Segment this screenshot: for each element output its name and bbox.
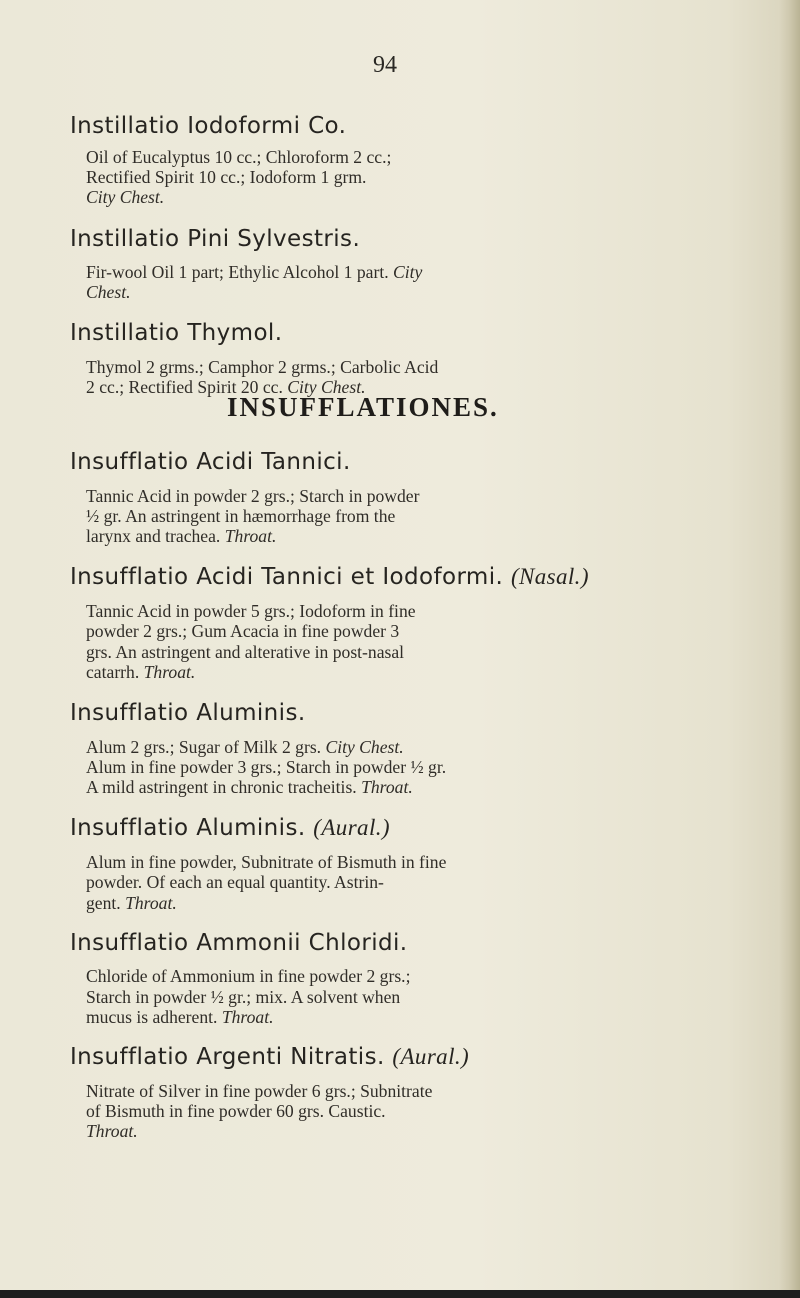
entry-title: Insufflatio Aluminis. bbox=[70, 700, 306, 726]
entry-text-line: 2 cc.; Rectified Spirit 20 cc. City Chest. bbox=[86, 377, 366, 397]
entry-text-line: larynx and trachea. Throat. bbox=[86, 526, 277, 546]
entry-title: Instillatio Iodoformi Co. bbox=[70, 113, 347, 139]
entry-text-line: A mild astringent in chronic tracheitis. Throat. bbox=[86, 777, 413, 797]
entry-source-line: City Chest. bbox=[86, 187, 165, 207]
entry-title: Insufflatio Argenti Nitratis. (Aural.) bbox=[70, 1044, 470, 1070]
entry-text-line: Chloride of Ammonium in fine powder 2 grs.; bbox=[86, 966, 411, 986]
entry-text-line: Nitrate of Silver in fine powder 6 grs.; Subnitrate bbox=[86, 1081, 433, 1101]
entry-text-line: Alum 2 grs.; Sugar of Milk 2 grs. City Chest. bbox=[86, 737, 404, 757]
entry-text-line: Fir-wool Oil 1 part; Ethylic Alcohol 1 part. City bbox=[86, 262, 423, 282]
entry-text-line: grs. An astringent and alterative in post-nasal bbox=[86, 642, 405, 662]
entry-source-line: Throat. bbox=[86, 1121, 138, 1141]
page-number: 94 bbox=[373, 52, 397, 78]
entry-text-line: powder. Of each an equal quantity. Astrin- bbox=[86, 872, 384, 892]
entry-text-line: Tannic Acid in powder 2 grs.; Starch in powder bbox=[86, 486, 420, 506]
entry-title: Insufflatio Aluminis. (Aural.) bbox=[70, 815, 390, 841]
entry-source-line: Chest. bbox=[86, 282, 131, 302]
entry-text-line: Thymol 2 grms.; Camphor 2 grms.; Carbolic Acid bbox=[86, 357, 439, 377]
entry-text-line: powder 2 grs.; Gum Acacia in fine powder 3 bbox=[86, 621, 400, 641]
entry-text-line: catarrh. Throat. bbox=[86, 662, 196, 682]
entry-text-line: Alum in fine powder 3 grs.; Starch in powder ½ gr. bbox=[86, 757, 447, 777]
entry-title: Insufflatio Acidi Tannici. bbox=[70, 449, 351, 475]
entry-title: Instillatio Thymol. bbox=[70, 320, 283, 346]
entry-title: Insufflatio Ammonii Chloridi. bbox=[70, 930, 408, 956]
entry-title: Insufflatio Acidi Tannici et Iodoformi. (Nasal.) bbox=[70, 564, 589, 590]
entry-text-line: ½ gr. An astringent in hæmorrhage from the bbox=[86, 506, 396, 526]
entry-text-line: Starch in powder ½ gr.; mix. A solvent when bbox=[86, 987, 401, 1007]
page-edge bbox=[778, 0, 800, 1298]
entry-text-line: Oil of Eucalyptus 10 cc.; Chloroform 2 cc.; bbox=[86, 147, 392, 167]
section-heading: INSUFFLATIONES. bbox=[227, 392, 499, 422]
entry-text-line: of Bismuth in fine powder 60 grs. Caustic. bbox=[86, 1101, 386, 1121]
entry-text-line: Rectified Spirit 10 cc.; Iodoform 1 grm. bbox=[86, 167, 367, 187]
entry-text-line: Alum in fine powder, Subnitrate of Bismuth in fine bbox=[86, 852, 447, 872]
entry-text-line: gent. Throat. bbox=[86, 893, 177, 913]
bottom-bar bbox=[0, 1290, 800, 1298]
entry-title: Instillatio Pini Sylvestris. bbox=[70, 226, 361, 252]
entry-text-line: Tannic Acid in powder 5 grs.; Iodoform in fine bbox=[86, 601, 416, 621]
entry-text-line: mucus is adherent. Throat. bbox=[86, 1007, 274, 1027]
